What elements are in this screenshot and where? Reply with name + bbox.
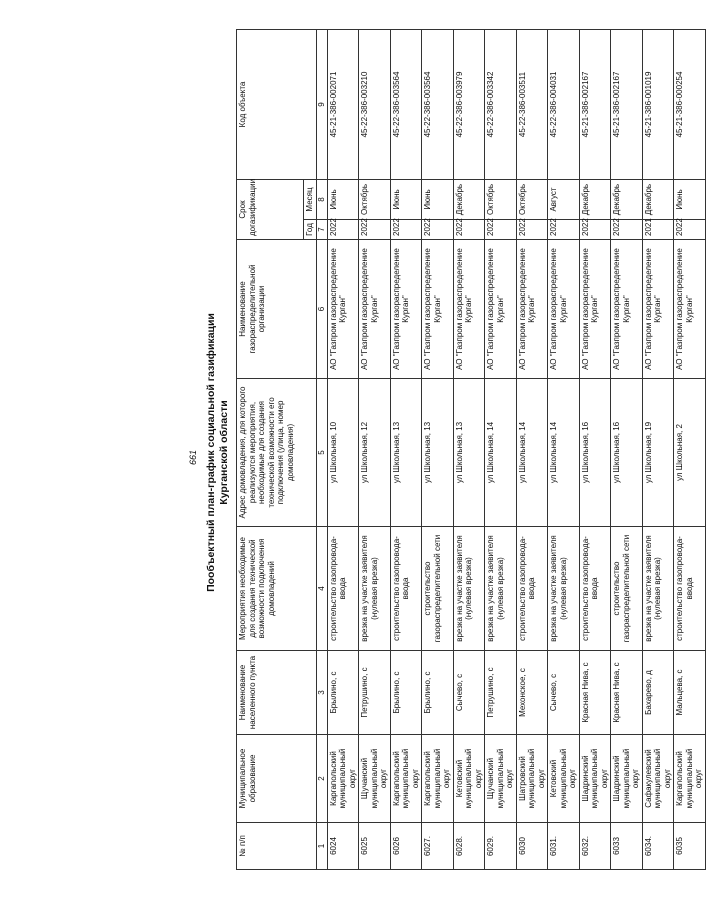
cell-settlement: Мальцева, с bbox=[674, 651, 706, 735]
cell-measure: строительство газопровода-ввода bbox=[327, 527, 359, 651]
cell-address: ул Школьная, 13 bbox=[422, 379, 454, 527]
cell-org: АО "Газпром газораспределение Курган" bbox=[327, 240, 359, 379]
cell-org: АО "Газпром газораспределение Курган" bbox=[642, 240, 674, 379]
header-row bbox=[237, 29, 304, 869]
cell-year: 2022 bbox=[579, 220, 611, 240]
cell-settlement: Брылино, с bbox=[422, 651, 454, 735]
cell-address: ул Школьная, 13 bbox=[390, 379, 422, 527]
cell-org: АО "Газпром газораспределение Курган" bbox=[611, 240, 643, 379]
cell-num: 6034. bbox=[642, 823, 674, 870]
cell-code: 45-21-386-001019 bbox=[642, 29, 674, 179]
table-row bbox=[390, 29, 422, 869]
cell-code: 45-22-386-003979 bbox=[453, 29, 485, 179]
cell-num: 6030 bbox=[516, 823, 548, 870]
cell-org: АО "Газпром газораспределение Курган" bbox=[390, 240, 422, 379]
cell-address: ул Школьная, 14 bbox=[516, 379, 548, 527]
cell-settlement: Сычево, с bbox=[548, 651, 580, 735]
cell-num: 6029. bbox=[485, 823, 517, 870]
cell-num: 6026 bbox=[390, 823, 422, 870]
cell-org: АО "Газпром газораспределение Курган" bbox=[485, 240, 517, 379]
cell-address: ул Школьная, 14 bbox=[548, 379, 580, 527]
document-subtitle: Курганской области bbox=[218, 400, 230, 505]
header-year: Год bbox=[304, 220, 317, 240]
cell-org: АО "Газпром газораспределение Курган" bbox=[422, 240, 454, 379]
gasification-table bbox=[236, 29, 706, 870]
page-number: 661 bbox=[188, 449, 198, 465]
cell-settlement: Бахарево, д bbox=[642, 651, 674, 735]
cell-measure: строительство газопровода-ввода bbox=[516, 527, 548, 651]
table-row bbox=[516, 29, 548, 869]
cell-municipality: Щучанский муниципальный округ bbox=[359, 735, 391, 823]
cell-municipality: Каргапольский муниципальный округ bbox=[422, 735, 454, 823]
cell-year: 2022 bbox=[453, 220, 485, 240]
document-title: Пообъектный план-график социальной газификации bbox=[205, 313, 217, 592]
cell-num: 6035 bbox=[674, 823, 706, 870]
cell-settlement: Красная Нива, с bbox=[611, 651, 643, 735]
cell-num: 6031. bbox=[548, 823, 580, 870]
cell-month: Декабрь bbox=[611, 179, 643, 219]
cell-year: 2021 bbox=[642, 220, 674, 240]
cell-settlement: Мехонское, с bbox=[516, 651, 548, 735]
cell-code: 45-21-386-000254 bbox=[674, 29, 706, 179]
cell-measure: строительство газопровода-ввода bbox=[579, 527, 611, 651]
cell-settlement: Петрушино, с bbox=[359, 651, 391, 735]
header-month: Месяц bbox=[304, 179, 317, 219]
cell-year: 2022 bbox=[485, 220, 517, 240]
cell-month: Август bbox=[548, 179, 580, 219]
cell-measure: врезка на участке заявителя (нулевая врезка) bbox=[548, 527, 580, 651]
cell-year: 2022 bbox=[516, 220, 548, 240]
col-number: 4 bbox=[317, 527, 328, 651]
cell-month: Июнь bbox=[674, 179, 706, 219]
cell-settlement: Брылино, с bbox=[327, 651, 359, 735]
cell-year: 2022 bbox=[422, 220, 454, 240]
cell-num: 6028. bbox=[453, 823, 485, 870]
cell-measure: строительство газопровода-ввода bbox=[390, 527, 422, 651]
table-row bbox=[359, 29, 391, 869]
cell-municipality: Кетовский муниципальный округ bbox=[548, 735, 580, 823]
cell-month: Июнь bbox=[327, 179, 359, 219]
cell-code: 45-22-386-003210 bbox=[359, 29, 391, 179]
cell-month: Декабрь bbox=[453, 179, 485, 219]
cell-month: Декабрь bbox=[642, 179, 674, 219]
header-settlement: Наименование населенного пункта bbox=[237, 651, 317, 735]
cell-measure: врезка на участке заявителя (нулевая врезка) bbox=[359, 527, 391, 651]
cell-municipality: Шатровский муниципальный округ bbox=[516, 735, 548, 823]
header-municipality: Муниципальное образование bbox=[237, 735, 317, 823]
cell-municipality: Каргапольский муниципальный округ bbox=[674, 735, 706, 823]
header-address: Адрес домовладения, для которого реализуются мероприятия, необходимые для создания технической возможности его подключения (улица, номер домовладения) bbox=[237, 379, 317, 527]
cell-settlement: Сычево, с bbox=[453, 651, 485, 735]
col-number: 5 bbox=[317, 379, 328, 527]
cell-measure: врезка на участке заявителя (нулевая врезка) bbox=[642, 527, 674, 651]
cell-org: АО "Газпром газораспределение Курган" bbox=[453, 240, 485, 379]
cell-year: 2022 bbox=[674, 220, 706, 240]
cell-municipality: Кетовский муниципальный округ bbox=[453, 735, 485, 823]
cell-num: 6024 bbox=[327, 823, 359, 870]
header-measures: Мероприятия необходимые для создания технической возможности подключения домовладений bbox=[237, 527, 317, 651]
table-row bbox=[485, 29, 517, 869]
header-term: Срок догазификации bbox=[237, 179, 304, 239]
cell-settlement: Петрушино, с bbox=[485, 651, 517, 735]
cell-org: АО "Газпром газораспределение Курган" bbox=[516, 240, 548, 379]
cell-org: АО "Газпром газораспределение Курган" bbox=[359, 240, 391, 379]
column-numbers-row bbox=[317, 29, 328, 869]
cell-municipality: Каргапольский муниципальный округ bbox=[390, 735, 422, 823]
table-row bbox=[642, 29, 674, 869]
cell-code: 45-21-386-002071 bbox=[327, 29, 359, 179]
cell-code: 45-22-386-003342 bbox=[485, 29, 517, 179]
cell-month: Октябрь bbox=[485, 179, 517, 219]
table-row bbox=[611, 29, 643, 869]
cell-address: ул Школьная, 2 bbox=[674, 379, 706, 527]
cell-month: Июнь bbox=[390, 179, 422, 219]
cell-address: ул Школьная, 10 bbox=[327, 379, 359, 527]
col-number: 2 bbox=[317, 735, 328, 823]
cell-code: 45-22-386-003511 bbox=[516, 29, 548, 179]
header-num: № п/п bbox=[237, 823, 317, 870]
cell-measure: строительство газораспределительной сети bbox=[611, 527, 643, 651]
cell-month: Декабрь bbox=[579, 179, 611, 219]
cell-year: 2022 bbox=[359, 220, 391, 240]
table-row bbox=[422, 29, 454, 869]
table-row bbox=[674, 29, 706, 869]
col-number: 1 bbox=[317, 823, 328, 870]
cell-address: ул Школьная, 12 bbox=[359, 379, 391, 527]
cell-code: 45-22-386-003564 bbox=[390, 29, 422, 179]
table-row bbox=[327, 29, 359, 869]
cell-settlement: Красная Нива, с bbox=[579, 651, 611, 735]
cell-num: 6033 bbox=[611, 823, 643, 870]
col-number: 3 bbox=[317, 651, 328, 735]
cell-municipality: Каргапольский муниципальный округ bbox=[327, 735, 359, 823]
cell-address: ул Школьная, 16 bbox=[611, 379, 643, 527]
cell-year: 2022 bbox=[548, 220, 580, 240]
cell-municipality: Шадринский муниципальный округ bbox=[579, 735, 611, 823]
cell-num: 6032. bbox=[579, 823, 611, 870]
cell-code: 45-22-386-004031 bbox=[548, 29, 580, 179]
cell-measure: врезка на участке заявителя (нулевая врезка) bbox=[485, 527, 517, 651]
cell-settlement: Брылино, с bbox=[390, 651, 422, 735]
cell-month: Июнь bbox=[422, 179, 454, 219]
cell-municipality: Шадринский муниципальный округ bbox=[611, 735, 643, 823]
cell-measure: строительство газораспределительной сети bbox=[422, 527, 454, 651]
cell-code: 45-21-386-002167 bbox=[579, 29, 611, 179]
cell-month: Октябрь bbox=[516, 179, 548, 219]
header-code: Код объекта bbox=[237, 29, 317, 179]
cell-year: 2022 bbox=[611, 220, 643, 240]
cell-address: ул Школьная, 16 bbox=[579, 379, 611, 527]
cell-code: 45-22-386-003564 bbox=[422, 29, 454, 179]
cell-address: ул Школьная, 14 bbox=[485, 379, 517, 527]
col-number: 6 bbox=[317, 240, 328, 379]
cell-measure: врезка на участке заявителя (нулевая врезка) bbox=[453, 527, 485, 651]
cell-num: 6027. bbox=[422, 823, 454, 870]
cell-address: ул Школьная, 13 bbox=[453, 379, 485, 527]
cell-year: 2022 bbox=[390, 220, 422, 240]
cell-address: ул Школьная, 19 bbox=[642, 379, 674, 527]
cell-measure: строительство газопровода-ввода bbox=[674, 527, 706, 651]
cell-year: 2022 bbox=[327, 220, 359, 240]
cell-month: Октябрь bbox=[359, 179, 391, 219]
cell-org: АО "Газпром газораспределение Курган" bbox=[674, 240, 706, 379]
col-number: 8 bbox=[317, 179, 328, 219]
header-org: Наименование газораспределительной организации bbox=[237, 240, 317, 379]
table-row bbox=[453, 29, 485, 869]
cell-org: АО "Газпром газораспределение Курган" bbox=[579, 240, 611, 379]
cell-org: АО "Газпром газораспределение Курган" bbox=[548, 240, 580, 379]
table-row bbox=[548, 29, 580, 869]
cell-municipality: Сафакулевский муниципальный округ bbox=[642, 735, 674, 823]
cell-municipality: Щучанский муниципальный округ bbox=[485, 735, 517, 823]
cell-num: 6025 bbox=[359, 823, 391, 870]
col-number: 7 bbox=[317, 220, 328, 240]
col-number: 9 bbox=[317, 29, 328, 179]
cell-code: 45-21-386-002167 bbox=[611, 29, 643, 179]
table-row bbox=[579, 29, 611, 869]
